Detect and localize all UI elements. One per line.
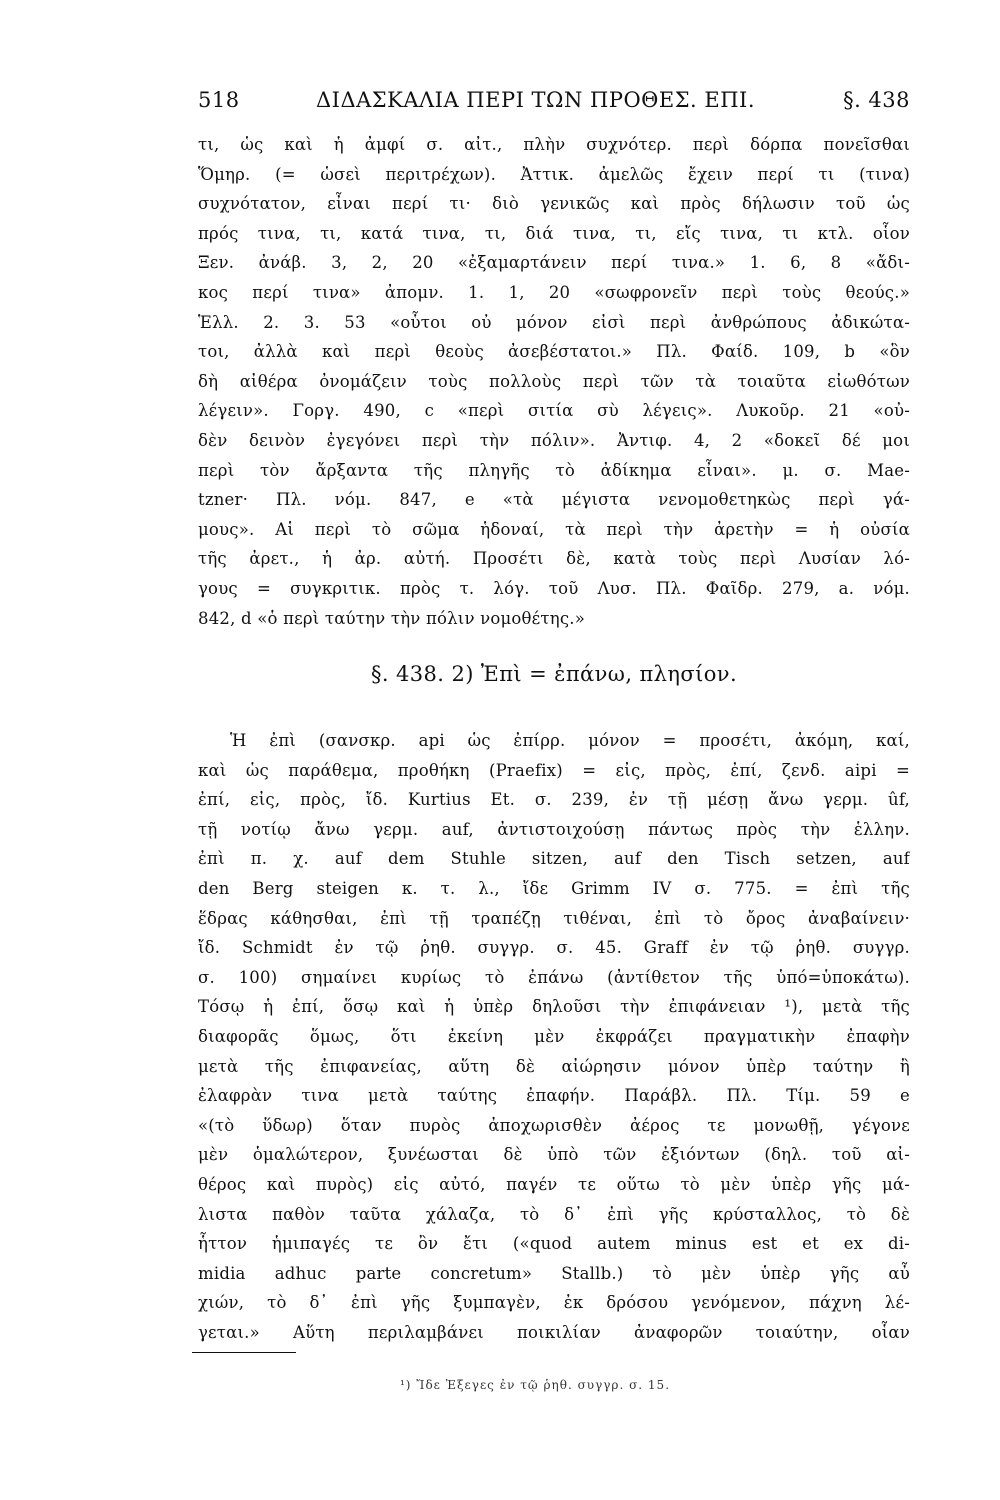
text-line: μὲν ὁμαλώτερον, ξυνέωσται δὲ ὑπὸ τῶν ἐξιόντων (δηλ. τοῦ αἰ- [198, 1145, 910, 1165]
text-line: μους». Αἱ περὶ τὸ σῶμα ἡδοναί, τὰ περὶ τὴν ἀρετὴν = ἡ οὐσία [198, 519, 910, 539]
text-line: τῆς ἀρετ., ἡ ἀρ. αὐτή. Προσέτι δὲ, κατὰ τοὺς περὶ Λυσίαν λό- [198, 549, 910, 569]
section-paragraph [198, 726, 910, 1347]
text-line: γεται.» Αὕτη περιλαμβάνει ποικιλίαν ἀναφορῶν τοιαύτην, οἷαν [198, 1322, 910, 1342]
text-line: μετὰ τῆς ἐπιφανείας, αὕτη δὲ αἰώρησιν μόνον ὑπὲρ ταύτην ἢ [198, 1056, 910, 1076]
text-line: δὴ αἰθέρα ὀνομάζειν τοὺς πολλοὺς περὶ τῶν τὰ τοιαῦτα εἰωθότων [198, 371, 910, 391]
text-line: συχνότατον, εἶναι περί τι· διὸ γενικῶς καὶ πρὸς δήλωσιν τοῦ ὡς [198, 194, 910, 214]
text-line: δὲν δεινὸν ἐγεγόνει περὶ τὴν πόλιν». Ἀντιφ. 4, 2 «δοκεῖ δέ μοι [198, 430, 910, 450]
text-line: διαφορᾶς ὅμως, ὅτι ἐκείνη μὲν ἐκφράζει πραγματικὴν ἐπαφὴν [198, 1026, 910, 1046]
text-line: Ἑλλ. 2. 3. 53 «οὗτοι οὐ μόνον εἰσὶ περὶ ἀνθρώπους ἀδικώτα- [198, 312, 910, 332]
text-line: «(τὸ ὕδωρ) ὅταν πυρὸς ἀποχωρισθὲν ἀέρος τε μονωθῇ, γέγονε [198, 1115, 910, 1135]
text-line: πρός τινα, τι, κατά τινα, τι, διά τινα, τι, εἴς τινα, τι κτλ. οἷον [198, 223, 910, 243]
running-header [198, 88, 910, 118]
text-line: Ἡ ἐπὶ (σανσκρ. api ὡς ἐπίρρ. μόνον = προσέτι, ἀκόμη, καί, [230, 731, 910, 750]
text-line: ἴδ. Schmidt ἐν τῷ ῥηθ. συγγρ. σ. 45. Graff ἐν τῷ ῥηθ. συγγρ. [198, 938, 910, 958]
text-line: καὶ ὡς παράθεμα, προθήκη (Praefix) = εἰς, πρὸς, ἐπί, ζενδ. aipi = [198, 760, 910, 780]
text-line: Ξεν. ἀνάβ. 3, 2, 20 «ἐξαμαρτάνειν περί τινα.» 1. 6, 8 «ἄδι- [198, 253, 910, 273]
page-number: 518 [198, 88, 240, 112]
text-line: ἐλαφρὰν τινα μετὰ ταύτης ἐπαφήν. Παράβλ. Πλ. Τίμ. 59 e [198, 1086, 910, 1106]
text-line: λιστα παθὸν ταῦτα χάλαζα, τὸ δ᾽ ἐπὶ γῆς κρύσταλλος, τὸ δὲ [198, 1204, 910, 1224]
footnote: ¹) Ἴδε Ἐξεγες ἐν τῷ ῥηθ. συγγρ. σ. 15. [400, 1378, 671, 1392]
text-line: λέγειν». Γοργ. 490, c «περὶ σιτία σὺ λέγεις». Λυκοῦρ. 21 «οὐ- [198, 401, 910, 421]
text-line: den Berg steigen κ. τ. λ., ἴδε Grimm IV σ. 775. = ἐπὶ τῆς [198, 878, 910, 898]
text-line: tzner· Πλ. νόμ. 847, e «τὰ μέγιστα νενομοθετηκὼς περὶ γά- [198, 490, 910, 510]
text-line: θέρος καὶ πυρὸς) εἰς αὐτό, παγέν τε οὕτω τὸ μὲν ὑπὲρ γῆς μά- [198, 1174, 910, 1194]
text-line: γους = συγκριτικ. πρὸς τ. λόγ. τοῦ Λυσ. Πλ. Φαῖδρ. 279, a. νόμ. [198, 578, 910, 598]
text-line: ἕδρας κάθησθαι, ἐπὶ τῇ τραπέζῃ τιθέναι, ἐπὶ τὸ ὄρος ἀναβαίνειν· [198, 908, 910, 928]
text-line: κος περί τινα» ἀπομν. 1. 1, 20 «σωφρονεῖν περὶ τοὺς θεούς.» [198, 282, 910, 302]
text-line: σ. 100) σημαίνει κυρίως τὸ ἐπάνω (ἀντίθετον τῆς ὑπό=ὑποκάτω). [198, 967, 910, 987]
running-title: ΔΙΔΑΣΚΑΛΙΑ ΠΕΡΙ ΤΩΝ ΠΡΟΘΕΣ. ΕΠΙ. [316, 88, 756, 112]
footnote-divider [192, 1352, 296, 1353]
text-line: ἐπί, εἰς, πρὸς, ἴδ. Kurtius Et. σ. 239, ἐν τῇ μέσῃ ἄνω γερμ. ûf, [198, 790, 910, 810]
text-line: Ὅμηρ. (= ὡσεὶ περιτρέχων). Ἀττικ. ἀμελῶς ἔχειν περί τι (τινα) [198, 164, 910, 184]
text-line: χιών, τὸ δ᾽ ἐπὶ γῆς ξυμπαγὲν, ἐκ δρόσου γενόμενον, πάχνη λέ- [198, 1293, 910, 1313]
section-heading: §. 438. 2) Ἐπὶ = ἐπάνω, πλησίον. [370, 662, 738, 686]
text-line: περὶ τὸν ἄρξαντα τῆς πληγῆς τὸ ἀδίκημα εἶναι». μ. σ. Mae- [198, 460, 910, 480]
section-reference: §. 438 [843, 88, 910, 112]
text-line: ἐπὶ π. χ. auf dem Stuhle sitzen, auf den Tisch setzen, auf [198, 849, 910, 869]
text-line: ἧττον ἡμιπαγές τε ὂν ἔτι («quod autem minus est et ex di- [198, 1234, 910, 1254]
text-line: Τόσῳ ἡ ἐπί, ὅσῳ καὶ ἡ ὑπὲρ δηλοῦσι τὴν ἐπιφάνειαν ¹), μετὰ τῆς [198, 997, 910, 1017]
text-line: midia adhuc parte concretum» Stallb.) τὸ μὲν ὑπὲρ γῆς αὖ [198, 1263, 910, 1283]
continued-paragraph [198, 130, 910, 633]
text-line: 842, d «ὁ περὶ ταύτην τὴν πόλιν νομοθέτης.» [198, 608, 586, 628]
text-line: τῇ νοτίῳ ἄνω γερμ. auf, ἀντιστοιχούσῃ πάντως πρὸς τὴν ἑλλην. [198, 819, 910, 839]
text-line: τι, ὡς καὶ ἡ ἀμφί σ. αἰτ., πλὴν συχνότερ. περὶ δόρπα πονεῖσθαι [198, 135, 910, 154]
text-line: τοι, ἀλλὰ καὶ περὶ θεοὺς ἀσεβέστατοι.» Πλ. Φαίδ. 109, b «ὃν [198, 342, 910, 362]
